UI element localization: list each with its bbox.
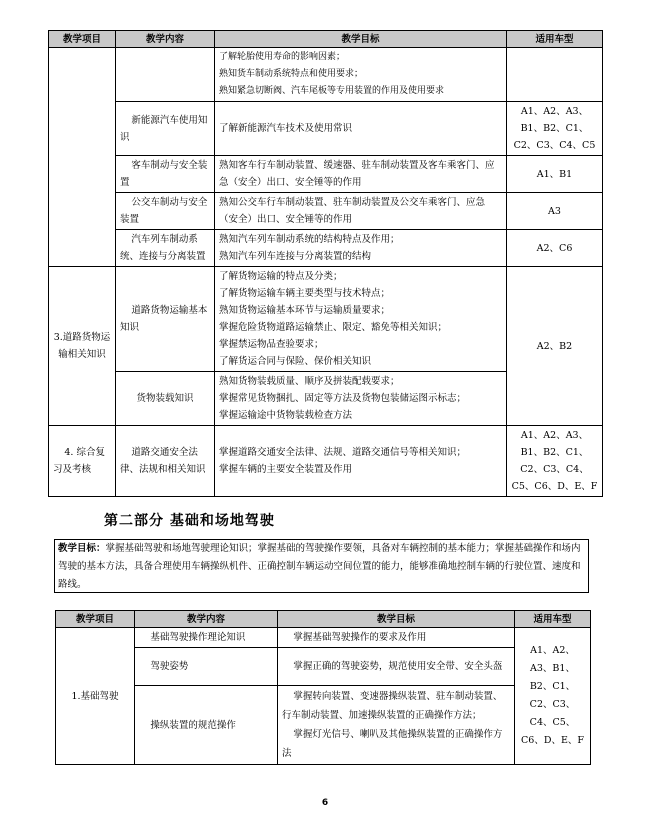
table-row (56, 686, 591, 765)
goal-line: 熟知货车制动系统特点和使用要求； (219, 69, 364, 79)
content-cell-empty (116, 48, 215, 102)
vehicle-cell: A3 (507, 193, 603, 230)
table-row (49, 156, 603, 193)
goal-cell (215, 267, 507, 372)
vehicle-cell: A1、A2、A3、B1、B2、C1、C2、C3、C4、C5、C6、D、E、F (515, 628, 591, 765)
vehicle-cell: A2、B2 (507, 267, 603, 426)
vehicle-cell-empty (507, 48, 603, 102)
vehicle-cell: A1、A2、A3、B1、B2、C1、C2、C3、C4、C5 (507, 102, 603, 156)
table-row (49, 193, 603, 230)
goal-cell (278, 686, 515, 765)
goal-cell (215, 48, 507, 102)
goal-line: 掌握灯光信号、喇叭及其他操纵装置的正确操作方法 (282, 729, 503, 759)
table-row (49, 48, 603, 102)
content-cell: 操纵装置的规范操作 (135, 686, 278, 765)
header-vehicle: 适用车型 (515, 611, 591, 628)
goal-cell: 熟知公交车行车制动装置、驻车制动装置及公交车乘客门、应急（安全）出口、安全锤等的作用 (215, 193, 507, 230)
content-cell: 道路货物运输基本知识 (116, 267, 215, 372)
table-row (49, 426, 603, 497)
section-goal-box (54, 539, 589, 593)
page-number: 6 (321, 798, 329, 808)
item-cell: 1.基础驾驶 (56, 628, 135, 765)
goal-cell: 掌握正确的驾驶姿势，规范使用安全带、安全头盔 (278, 648, 515, 686)
goal-text: 掌握基础驾驶和场地驾驶理论知识；掌握基础的驾驶操作要领，具备对车辆控制的基本能力；掌握基础操作和场内驾驶的基本方法，具备合理使用车辆操纵机件、正确控制车辆运动空间位置的能力，能够准确地控制车辆的行驶位置、速度和路线。 (58, 543, 581, 590)
goal-line: 了解轮胎使用寿命的影响因素； (219, 52, 346, 62)
vehicle-cell: A1、A2、A3、B1、B2、C1、C2、C3、C4、C5、C6、D、E、F (507, 426, 603, 497)
goal-line: 了解货物运输的特点及分类； (219, 271, 343, 282)
content-cell: 公交车制动与安全装置 (116, 193, 215, 230)
goal-cell (215, 230, 507, 267)
header-goal: 教学目标 (215, 31, 507, 48)
vehicle-cell: A1、B1 (507, 156, 603, 193)
table-row (56, 628, 591, 648)
goal-line: 熟知货物装载质量、顺序及拼装配载要求； (219, 376, 400, 387)
goal-line: 掌握车辆的主要安全装置及作用 (219, 464, 353, 475)
content-cell: 客车制动与安全装置 (116, 156, 215, 193)
goal-cell: 掌握基础驾驶操作的要求及作用 (278, 628, 515, 648)
goal-line: 掌握常见货物捆扎、固定等方法及货物包装储运图示标志； (219, 393, 467, 404)
goal-line: 了解货物运输车辆主要类型与技术特点； (219, 288, 391, 299)
content-cell: 汽车列车制动系统、连接与分离装置 (116, 230, 215, 267)
header-goal: 教学目标 (278, 611, 515, 628)
goal-line: 熟知汽车列车制动系统的结构特点及作用； (219, 234, 400, 245)
goal-cell (215, 372, 507, 426)
goal-line: 熟知紧急切断阀、汽车尾板等专用装置的作用及使用要求 (219, 86, 445, 96)
vehicle-cell: A2、C6 (507, 230, 603, 267)
header-item: 教学项目 (49, 31, 116, 48)
table-header-row (56, 611, 591, 628)
content-cell: 基础驾驶操作理论知识 (135, 628, 278, 648)
goal-line: 了解货运合同与保险、保价相关知识 (219, 356, 372, 367)
content-cell: 货物装载知识 (116, 372, 215, 426)
goal-line: 掌握运输途中货物装载检查方法 (219, 410, 353, 421)
item-cell-empty (49, 48, 116, 267)
goal-cell: 了解新能源汽车技术及使用常识 (215, 102, 507, 156)
header-content: 教学内容 (116, 31, 215, 48)
goal-line: 掌握道路交通安全法律、法规、道路交通信号等相关知识； (219, 447, 467, 458)
table-row (49, 102, 603, 156)
content-cell: 驾驶姿势 (135, 648, 278, 686)
teaching-table-2 (55, 610, 591, 765)
goal-label: 教学目标： (58, 543, 106, 554)
goal-line: 掌握危险货物道路运输禁止、限定、豁免等相关知识； (219, 322, 448, 333)
section-title: 第二部分 基础和场地驾驶 (104, 513, 275, 529)
goal-line: 熟知汽车列车连接与分离装置的结构 (219, 251, 372, 262)
content-cell: 新能源汽车使用知识 (116, 102, 215, 156)
table-header-row (49, 31, 603, 48)
goal-cell: 熟知客车行车制动装置、缓速器、驻车制动装置及客车乘客门、应急（安全）出口、安全锤等的作用 (215, 156, 507, 193)
goal-line: 掌握禁运物品查验要求； (219, 339, 324, 350)
teaching-table-1 (48, 30, 603, 497)
table-row (56, 648, 591, 686)
item-cell: 3.道路货物运输相关知识 (49, 267, 116, 426)
goal-line: 熟知货物运输基本环节与运输质量要求； (219, 305, 391, 316)
goal-line: 掌握转向装置、变速器操纵装置、驻车制动装置、行车制动装置、加速操纵装置的正确操作方法； (282, 691, 503, 721)
table-row (49, 267, 603, 372)
header-vehicle: 适用车型 (507, 31, 603, 48)
content-cell: 道路交通安全法律、法规和相关知识 (116, 426, 215, 497)
header-item: 教学项目 (56, 611, 135, 628)
goal-cell (215, 426, 507, 497)
header-content: 教学内容 (135, 611, 278, 628)
table-row (49, 230, 603, 267)
item-cell: 4. 综合复习及考核 (49, 426, 116, 497)
